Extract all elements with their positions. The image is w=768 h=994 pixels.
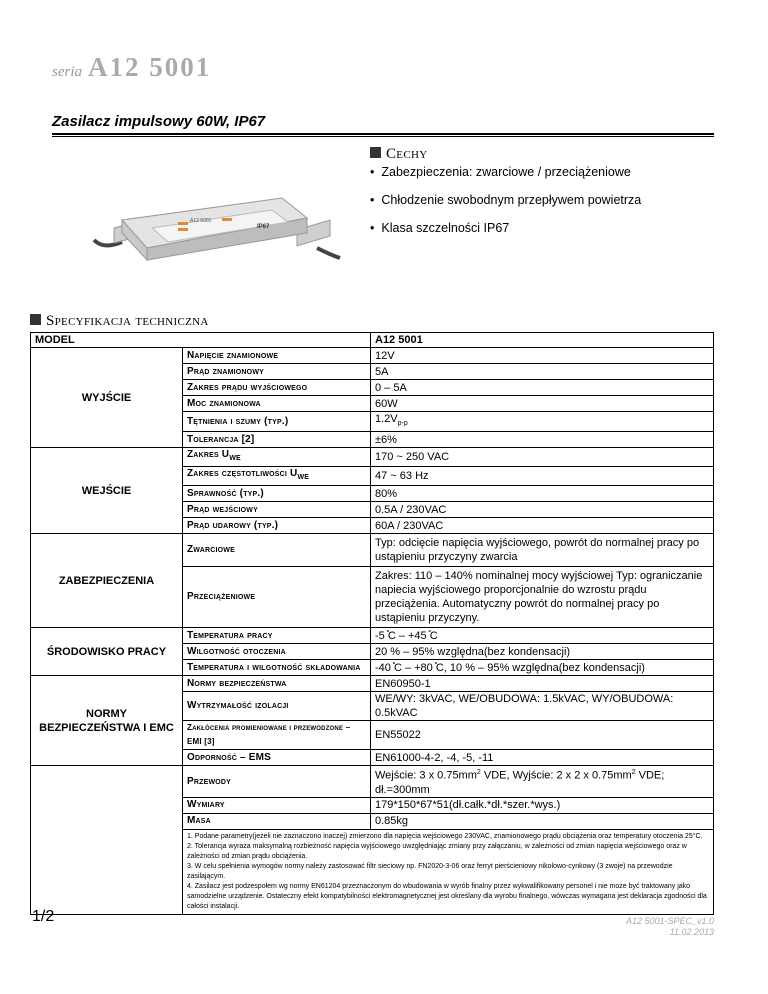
note-item: 3. W celu spełnienia wymogów normy należy zastosować filtr sieciowy np. FN2020-3-06 oraz ferryt pierścieniowy nikolowo-cynkowy (3 zwoje) na przewodzie zasilającym.: [187, 862, 673, 880]
param-label: Wytrzymałość izolacji: [183, 692, 371, 721]
param-value: EN55022: [371, 721, 714, 750]
series-heading: [52, 52, 211, 83]
param-value: -40 ̊C – +80 ̊C, 10 % – 95% względna(bez kondensacji): [371, 660, 714, 676]
param-value: Zakres: 110 – 140% nominalnej mocy wyjściowej Typ: ograniczanie napiecia wyjściowego proporcjonalnie do wzrostu prądu przeciążenia. Automatyczny powrót do normalnej pracy po ustąpieniu przyczyny.: [371, 567, 714, 628]
param-value: ±6%: [371, 432, 714, 448]
table-row: [31, 676, 714, 692]
spec-title: Specyfikacja techniczna: [46, 313, 209, 329]
param-label: Prąd udarowy (typ.): [183, 518, 371, 534]
param-label: Normy bezpieczeństwa: [183, 676, 371, 692]
features-list: [370, 165, 641, 249]
param-value: 47 ~ 63 Hz: [371, 467, 714, 486]
param-label: Tolerancja [2]: [183, 432, 371, 448]
square-bullet-icon: [30, 314, 41, 325]
group-input: WEJŚCIE: [31, 448, 183, 534]
param-value: EN60950-1: [371, 676, 714, 692]
photo-label-ip: IP67: [257, 224, 270, 230]
table-header-row: [31, 333, 714, 348]
param-label: Zakłócenia promieniowane i przewodzone – EMI [3]: [183, 721, 371, 750]
param-label: Wymiary: [183, 797, 371, 813]
header-rule: [52, 133, 714, 135]
group-other: [31, 766, 183, 830]
ripple-value: 1.2V: [375, 413, 398, 425]
group-output: WYJŚCIE: [31, 348, 183, 448]
param-label: Zakres prądu wyjściowego: [183, 380, 371, 396]
notes-row: [31, 829, 714, 914]
header-rule-thin: [52, 136, 714, 137]
column-value-header: A12 5001: [371, 333, 714, 348]
param-label: Napięcie znamionowe: [183, 348, 371, 364]
param-value: 60A / 230VAC: [371, 518, 714, 534]
param-label: Zwarciowe: [183, 534, 371, 567]
param-value: 12V: [371, 348, 714, 364]
notes-spacer: [31, 829, 183, 914]
doc-date: 11.02.2013: [669, 927, 714, 937]
param-value: [371, 412, 714, 432]
param-label: [183, 448, 371, 467]
product-photo: [92, 178, 342, 278]
param-label: Odporność – EMS: [183, 750, 371, 766]
table-row: [31, 628, 714, 644]
param-label: Sprawność (typ.): [183, 486, 371, 502]
column-model-header: MODEL: [31, 333, 371, 348]
param-text: Zakres U: [187, 449, 230, 461]
group-environment: ŚRODOWISKO PRACY: [31, 628, 183, 676]
table-row: [31, 348, 714, 364]
param-label: Przeciążeniowe: [183, 567, 371, 628]
spec-heading: [30, 313, 209, 330]
param-value: 179*150*67*51(dł.całk.*dł.*szer.*wys.): [371, 797, 714, 813]
doc-id-text: A12 5001-SPEC_v1.0: [625, 916, 714, 926]
param-label: Prąd wejściowy: [183, 502, 371, 518]
document-id: [626, 916, 714, 938]
square-bullet-icon: [370, 147, 381, 158]
page-number: 1/2: [32, 908, 55, 925]
param-label: Wilgotność otoczenia: [183, 644, 371, 660]
param-text: Zakres częstotliwości U: [187, 468, 298, 480]
param-label: Temperatura i wilgotność składowania: [183, 660, 371, 676]
spec-table: [30, 332, 714, 915]
param-value: 0 – 5A: [371, 380, 714, 396]
series-prefix: seria: [52, 64, 82, 80]
series-name: A12 5001: [88, 52, 212, 82]
param-value: EN61000-4-2, -4, -5, -11: [371, 750, 714, 766]
param-value: 5A: [371, 364, 714, 380]
product-subtitle: Zasilacz impulsowy 60W, IP67: [52, 113, 266, 130]
feature-item: • Chłodzenie swobodnym przepływem powietrza: [370, 193, 641, 207]
param-label: Temperatura pracy: [183, 628, 371, 644]
ripple-sub: p-p: [397, 420, 408, 428]
param-value: [371, 766, 714, 798]
param-sub: WE: [229, 455, 241, 463]
wires-sup: 2: [631, 769, 636, 777]
wires-length: VDE; dł.=300mm: [375, 769, 665, 796]
group-safety: NORMY BEZPIECZEŃSTWA I EMC: [31, 676, 183, 766]
param-value: -5 ̊C – +45 ̊C: [371, 628, 714, 644]
param-label: Tętnienia i szumy (typ.): [183, 412, 371, 432]
feature-item: • Zabezpieczenia: zwarciowe / przeciążeniowe: [370, 165, 641, 179]
features-heading: [370, 146, 427, 163]
table-row: [31, 534, 714, 567]
photo-label-model: A12 5001: [190, 218, 212, 224]
wires-out: VDE, Wyjście: 2 x 2 x 0.75mm: [480, 769, 632, 782]
table-row: [31, 448, 714, 467]
param-value: WE/WY: 3kVAC, WE/OBUDOWA: 1.5kVAC, WY/OBUDOWA: 0.5kVAC: [371, 692, 714, 721]
wires-sup: 2: [476, 769, 481, 777]
param-value: 80%: [371, 486, 714, 502]
param-value: 60W: [371, 396, 714, 412]
note-item: 2. Tolerancja wyraża maksymalną rozbieżność napięcia wyjściowego uwzględniając zmiany przy załączaniu, w zależności od zmian napięcia wejściowego oraz w zależności od zmian prądu obciążenia.: [187, 842, 687, 860]
param-label: [183, 467, 371, 486]
param-value: 20 % – 95% względna(bez kondensacji): [371, 644, 714, 660]
wires-in: Wejście: 3 x 0.75mm: [375, 769, 477, 782]
notes-cell: [183, 829, 714, 914]
features-title: Cechy: [386, 146, 428, 162]
param-value: 0.5A / 230VAC: [371, 502, 714, 518]
table-row: [31, 766, 714, 798]
param-value: Typ: odcięcie napięcia wyjściowego, powrót do normalnej pracy po ustąpieniu przyczyny zwarcia: [371, 534, 714, 567]
param-label: Przewody: [183, 766, 371, 798]
param-label: Masa: [183, 813, 371, 829]
note-item: 1. Podane parametry(jeżeli nie zaznaczono inaczej) zmierzono dla napięcia wejściowego 230VAC, znamionowego prądu obciążenia oraz temperatury otoczenia 25°C.: [187, 832, 703, 840]
param-sub: WE: [297, 474, 310, 482]
param-value: 0.85kg: [371, 813, 714, 829]
note-item: 4. Zasilacz jest podzespołem wg normy EN61204 przeznaczonym do wbudowania w wyrób finalny przez wykwalifikowany personel i nie może być traktowany jako samodzielne urządzenie. Ostateczny efekt kompatybilności elektromagnetycznej jest określany dla wyrobu finalnego, wówczas wymagana jest deklaracja zgodności dla całości instalacji.: [187, 882, 707, 910]
feature-item: • Klasa szczelności IP67: [370, 221, 641, 235]
param-label: Prąd znamionowy: [183, 364, 371, 380]
group-protection: ZABEZPIECZENIA: [31, 534, 183, 628]
param-label: Moc znamionowa: [183, 396, 371, 412]
param-value: 170 ~ 250 VAC: [371, 448, 714, 467]
